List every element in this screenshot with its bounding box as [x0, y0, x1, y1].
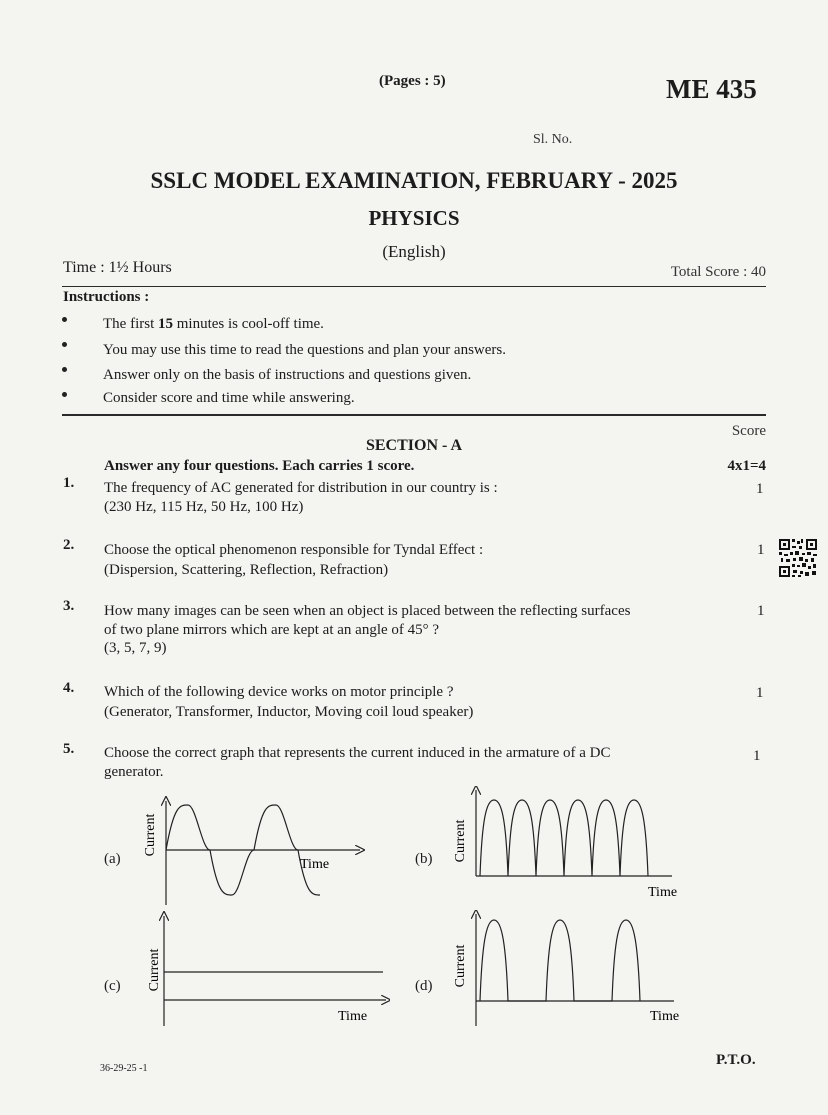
instruction-1: The first 15 minutes is cool-off time.	[103, 316, 324, 332]
pages-count: (Pages : 5)	[379, 73, 446, 89]
instruction-2: You may use this time to read the questions and plan your answers.	[103, 342, 507, 358]
bullet-1	[62, 317, 67, 322]
question-2-text: Choose the optical phenomenon responsible for Tyndal Effect :	[104, 542, 484, 558]
question-2-options: (Dispersion, Scattering, Reflection, Refraction)	[104, 562, 389, 578]
question-number: 1.	[63, 475, 75, 491]
question-1-options: (230 Hz, 115 Hz, 50 Hz, 100 Hz)	[104, 499, 304, 515]
question-number: 5.	[63, 741, 75, 757]
graph-d-x-label: Time	[650, 1009, 680, 1024]
question-1-text: The frequency of AC generated for distribution in our country is :	[104, 480, 498, 496]
section-title: SECTION - A	[365, 437, 463, 454]
graph-d-half-wave-current	[452, 910, 697, 1028]
question-5-score: 1	[753, 748, 761, 764]
qr-code-icon	[778, 538, 818, 578]
question-3-text: How many images can be seen when an object is placed between the reflecting surfaces	[104, 603, 631, 619]
instructions-rule	[62, 414, 766, 416]
serial-number-label: Sl. No.	[533, 132, 573, 147]
question-3-text-cont: of two plane mirrors which are kept at an angle of 45° ?	[104, 622, 440, 638]
graph-c-y-label: Current	[147, 948, 162, 992]
exam-code: ME 435	[666, 74, 757, 104]
time-allowed: Time : 1½ Hours	[63, 259, 172, 276]
instructions-heading: Instructions :	[63, 289, 150, 305]
graph-c-x-label: Time	[338, 1009, 368, 1024]
graph-b-pulsating-current	[452, 786, 697, 901]
footer-code: 36-29-25 -1	[100, 1063, 148, 1074]
question-5-text-cont: generator.	[104, 764, 164, 780]
instruction-4: Consider score and time while answering.	[103, 390, 355, 406]
question-number: 4.	[63, 680, 75, 696]
please-turn-over: P.T.O.	[716, 1052, 756, 1068]
subject-title: PHYSICS	[368, 206, 460, 230]
graph-b-curve	[480, 800, 648, 876]
question-number: 2.	[63, 537, 75, 553]
score-column-header: Score	[731, 423, 766, 439]
section-marks: 4x1=4	[727, 458, 766, 474]
exam-title: SSLC MODEL EXAMINATION, FEBRUARY - 2025	[150, 168, 678, 193]
question-3-score: 1	[757, 603, 765, 619]
bullet-4	[62, 392, 67, 397]
total-score: Total Score : 40	[670, 264, 766, 280]
graph-c-label: (c)	[104, 978, 121, 994]
question-4-text: Which of the following device works on motor principle ?	[104, 684, 454, 700]
question-number: 3.	[63, 598, 75, 614]
graph-a-alternating-current	[140, 795, 365, 907]
question-2-score: 1	[757, 542, 765, 558]
graph-c-direct-current	[140, 910, 390, 1028]
graph-d-y-label: Current	[453, 944, 468, 988]
section-instruction: Answer any four questions. Each carries 1 score.	[104, 458, 415, 474]
graph-b-x-label: Time	[648, 885, 678, 900]
question-3-options: (3, 5, 7, 9)	[104, 640, 167, 656]
graph-a-y-label: Current	[143, 813, 158, 857]
header-rule	[62, 286, 766, 287]
instruction-3: Answer only on the basis of instructions and questions given.	[103, 367, 472, 383]
question-4-options: (Generator, Transformer, Inductor, Moving coil loud speaker)	[104, 704, 474, 720]
graph-d-label: (d)	[415, 978, 433, 994]
graph-b-label: (b)	[415, 851, 433, 867]
question-4-score: 1	[756, 685, 764, 701]
graph-a-label: (a)	[104, 851, 121, 867]
graph-b-y-label: Current	[453, 819, 468, 863]
graph-d-curve	[480, 920, 640, 1001]
question-1-score: 1	[756, 481, 764, 497]
graph-a-x-label: Time	[300, 857, 330, 872]
question-5-text: Choose the correct graph that represents the current induced in the armature of a DC	[104, 745, 611, 761]
medium-label: (English)	[382, 242, 446, 261]
bullet-3	[62, 367, 67, 372]
bullet-2	[62, 342, 67, 347]
